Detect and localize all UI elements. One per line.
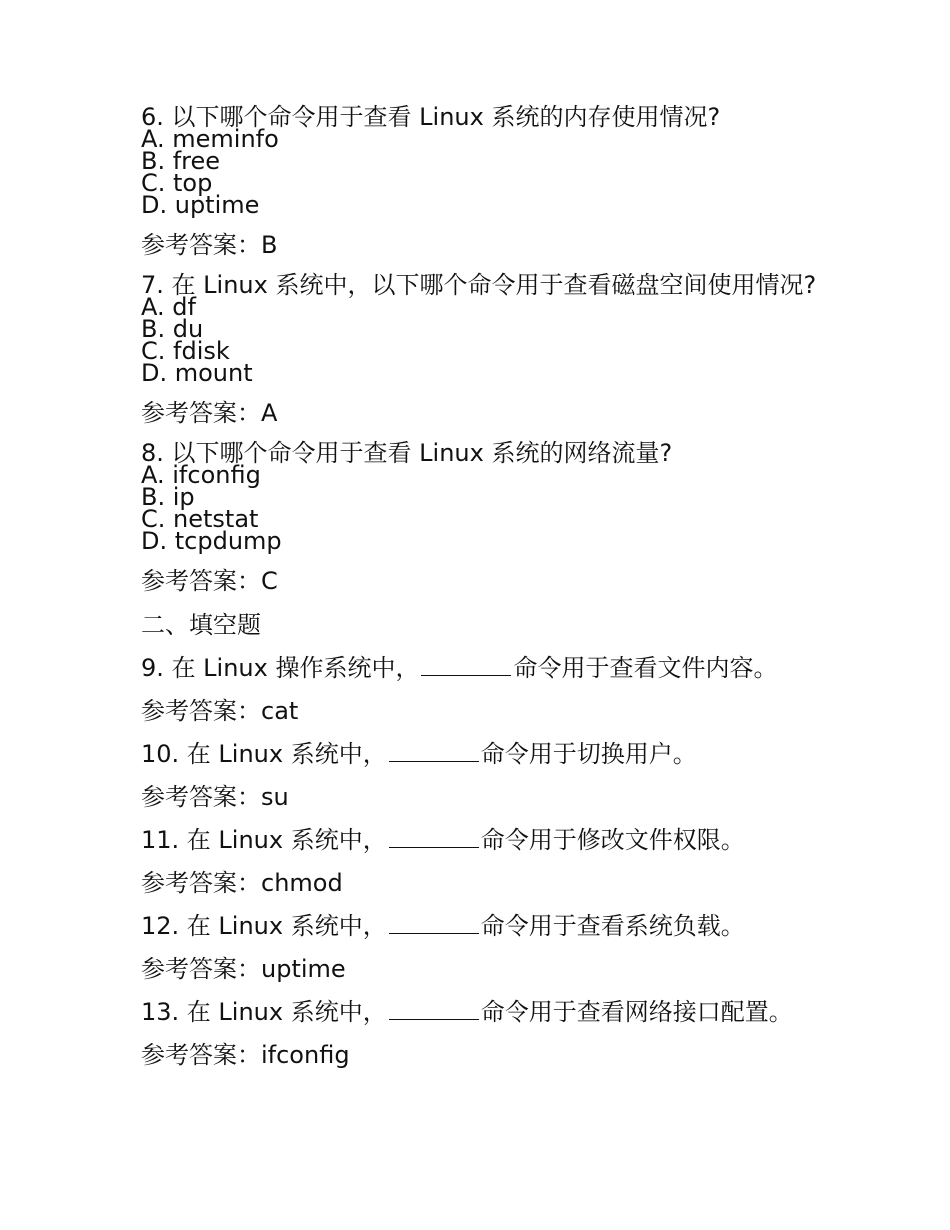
question-12 [141,911,821,984]
option-a: A. meminfo [141,125,279,153]
question-prefix: 11. 在 Linux 系统中， [141,826,387,854]
section-title: 二、填空题 [141,611,261,639]
answer-blank [389,739,479,762]
option-d: D. uptime [141,191,260,219]
question-text [141,825,821,855]
option-b: B. du [141,315,204,343]
question-11 [141,825,821,898]
question-text [141,911,821,941]
answer-text: 参考答案：chmod [141,869,343,897]
answer-text: 参考答案：cat [141,697,299,725]
answer-text: 参考答案：su [141,783,289,811]
option-b: B. ip [141,483,195,511]
question-13 [141,997,821,1070]
question-10 [141,739,821,812]
question-suffix: 命令用于切换用户。 [480,740,697,768]
question-text [141,739,821,769]
answer-blank [421,653,511,676]
answer-text: 参考答案：uptime [141,955,346,983]
question-7-body [141,271,821,387]
question-6-body [141,103,821,219]
answer-text: 参考答案：B [141,231,278,259]
option-c: C. top [141,169,213,197]
answer-text: 参考答案：C [141,567,278,595]
question-7 [141,271,821,428]
answer-blank [389,997,479,1020]
question-6 [141,103,821,260]
question-prefix: 13. 在 Linux 系统中， [141,998,387,1026]
answer-text: 参考答案：ifconfig [141,1041,350,1069]
answer-text: 参考答案：A [141,399,278,427]
option-c: C. fdisk [141,337,230,365]
option-a: A. ifconfig [141,461,261,489]
question-text [141,997,821,1027]
option-d: D. tcpdump [141,527,282,555]
question-8-body [141,439,821,555]
question-8 [141,439,821,596]
question-9 [141,653,821,726]
question-text: 7. 在 Linux 系统中，以下哪个命令用于查看磁盘空间使用情况? [141,271,817,299]
option-c: C. netstat [141,505,259,533]
question-text [141,653,821,683]
exam-page [141,103,821,1083]
answer-blank [389,825,479,848]
question-text: 6. 以下哪个命令用于查看 Linux 系统的内存使用情况? [141,103,721,131]
option-d: D. mount [141,359,253,387]
question-text: 8. 以下哪个命令用于查看 Linux 系统的网络流量? [141,439,673,467]
option-a: A. df [141,293,196,321]
option-b: B. free [141,147,221,175]
question-suffix: 命令用于修改文件权限。 [480,826,745,854]
question-prefix: 9. 在 Linux 操作系统中， [141,654,420,682]
answer-blank [389,911,479,934]
question-suffix: 命令用于查看网络接口配置。 [480,998,793,1026]
question-prefix: 12. 在 Linux 系统中， [141,912,387,940]
question-prefix: 10. 在 Linux 系统中， [141,740,387,768]
question-suffix: 命令用于查看文件内容。 [513,654,778,682]
question-suffix: 命令用于查看系统负载。 [480,912,745,940]
